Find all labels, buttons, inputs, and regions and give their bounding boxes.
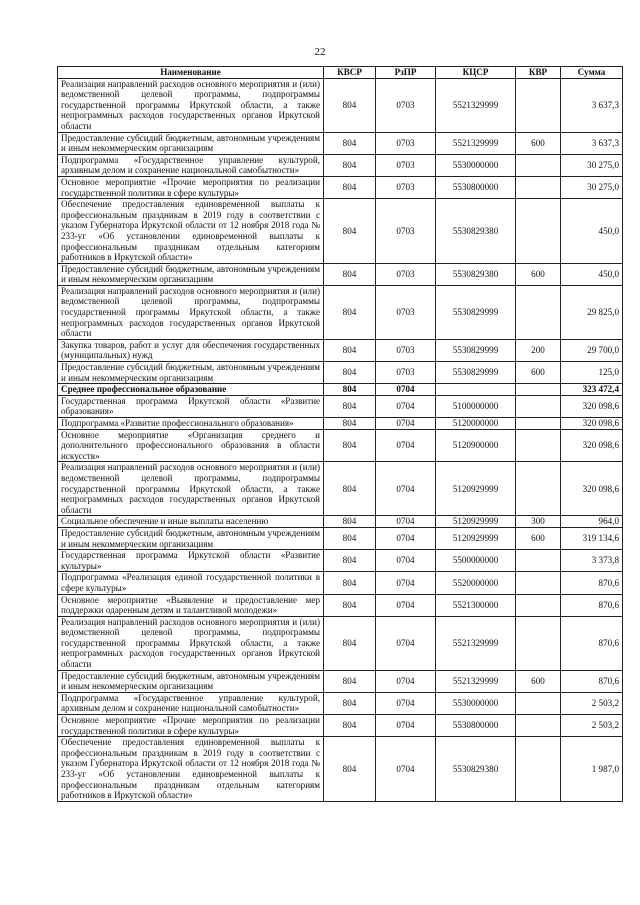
row-name: Предоставление субсидий бюджетным, автономным учреждениям и иным некоммерческим организациям [58, 132, 324, 154]
row-sum: 320 098,6 [561, 418, 623, 430]
row-name: Предоставление субсидий бюджетным, автономным учреждениям и иным некоммерческим организациям [58, 670, 324, 692]
row-rzpr: 0703 [376, 132, 436, 154]
row-sum: 125,0 [561, 362, 623, 384]
row-name: Государственная программа Иркутской области «Развитие культуры» [58, 550, 324, 572]
row-kcsr: 5521300000 [436, 594, 516, 616]
row-sum: 29 700,0 [561, 339, 623, 361]
row-kvr [516, 616, 561, 670]
row-sum: 870,6 [561, 670, 623, 692]
table-row [58, 616, 623, 670]
header-kcsr: КЦСР [436, 67, 516, 79]
row-kvsr: 804 [324, 572, 376, 594]
row-kvr [516, 395, 561, 417]
row-sum: 870,6 [561, 594, 623, 616]
row-name: Предоставление субсидий бюджетным, автономным учреждениям и иным некоммерческим организациям [58, 263, 324, 285]
table-row [58, 527, 623, 549]
row-kcsr: 5520000000 [436, 572, 516, 594]
row-rzpr: 0704 [376, 418, 436, 430]
row-kvr [516, 429, 561, 462]
row-kvr [516, 737, 561, 802]
table-row [58, 132, 623, 154]
row-sum: 450,0 [561, 263, 623, 285]
row-kcsr: 5120000000 [436, 418, 516, 430]
row-sum: 2 503,2 [561, 692, 623, 714]
row-name: Основное мероприятие «Прочие мероприятия по реализации государственной политики в сфере культуры» [58, 176, 324, 198]
row-kvr [516, 715, 561, 737]
table-row [58, 418, 623, 430]
table-row [58, 462, 623, 516]
row-kvsr: 804 [324, 594, 376, 616]
row-rzpr: 0704 [376, 429, 436, 462]
table-header-row [58, 67, 623, 79]
row-kcsr: 5120929999 [436, 462, 516, 516]
row-kcsr: 5120900000 [436, 429, 516, 462]
row-rzpr: 0703 [376, 199, 436, 264]
row-name: Предоставление субсидий бюджетным, автономным учреждениям и иным некоммерческим организациям [58, 362, 324, 384]
row-kvr [516, 572, 561, 594]
row-sum: 29 825,0 [561, 285, 623, 339]
row-sum: 964,0 [561, 516, 623, 528]
row-name: Подпрограмма «Государственное управление культурой, архивным делом и сохранение национальной самобытности» [58, 692, 324, 714]
row-kcsr: 5530829380 [436, 199, 516, 264]
row-kvr [516, 462, 561, 516]
row-kcsr: 5500000000 [436, 550, 516, 572]
row-name: Реализация направлений расходов основного мероприятия и (или) ведомственной целевой программы, подпрограммы государственной программы Иркутской области, а также непрограммных расходов государственных органов Иркутской области [58, 462, 324, 516]
row-name: Предоставление субсидий бюджетным, автономным учреждениям и иным некоммерческим организациям [58, 527, 324, 549]
row-kcsr: 5530829999 [436, 362, 516, 384]
row-kcsr: 5530829380 [436, 263, 516, 285]
row-sum: 319 134,6 [561, 527, 623, 549]
row-name: Основное мероприятие «Прочие мероприятия по реализации государственной политики в сфере культуры» [58, 715, 324, 737]
row-kvr [516, 78, 561, 132]
row-kvr: 600 [516, 263, 561, 285]
row-rzpr: 0703 [376, 362, 436, 384]
row-kcsr: 5530800000 [436, 176, 516, 198]
row-rzpr: 0704 [376, 616, 436, 670]
row-sum: 320 098,6 [561, 462, 623, 516]
row-name: Обеспечение предоставления единовременной выплаты к профессиональным праздникам в 2019 году в соответствии с указом Губернатора Иркутской области от 12 ноября 2018 года № 233-уг «Об установлении единовременной выплаты к профессиональным праздникам отдельным категориям работников в Иркутской области» [58, 199, 324, 264]
row-kvsr: 804 [324, 462, 376, 516]
row-rzpr: 0704 [376, 715, 436, 737]
row-kvsr: 804 [324, 199, 376, 264]
row-kvsr: 804 [324, 550, 376, 572]
row-kcsr: 5521329999 [436, 616, 516, 670]
table-row [58, 384, 623, 396]
row-kvsr: 804 [324, 516, 376, 528]
row-rzpr: 0704 [376, 737, 436, 802]
row-name: Реализация направлений расходов основного мероприятия и (или) ведомственной целевой программы, подпрограммы государственной программы Иркутской области, а также непрограммных расходов государственных органов Иркутской области [58, 285, 324, 339]
row-kvsr: 804 [324, 527, 376, 549]
row-name: Закупка товаров, работ и услуг для обеспечения государственных (муниципальных) нужд [58, 339, 324, 361]
row-sum: 30 275,0 [561, 154, 623, 176]
row-kvr: 600 [516, 670, 561, 692]
row-kvsr: 804 [324, 154, 376, 176]
table-row [58, 737, 623, 802]
row-kcsr: 5521329999 [436, 132, 516, 154]
row-rzpr: 0704 [376, 395, 436, 417]
table-row [58, 395, 623, 417]
row-kvr [516, 594, 561, 616]
row-name: Реализация направлений расходов основного мероприятия и (или) ведомственной целевой программы, подпрограммы государственной программы Иркутской области, а также непрограммных расходов государственных органов Иркутской области [58, 616, 324, 670]
row-kvsr: 804 [324, 715, 376, 737]
row-kvsr: 804 [324, 395, 376, 417]
row-kvsr: 804 [324, 429, 376, 462]
page-number: 22 [314, 46, 326, 58]
row-sum: 870,6 [561, 616, 623, 670]
row-kvsr: 804 [324, 418, 376, 430]
row-rzpr: 0704 [376, 516, 436, 528]
header-sum: Сумма [561, 67, 623, 79]
row-rzpr: 0703 [376, 339, 436, 361]
row-kvr [516, 199, 561, 264]
row-rzpr: 0703 [376, 263, 436, 285]
table-row [58, 670, 623, 692]
row-sum: 323 472,4 [561, 384, 623, 396]
row-kvsr: 804 [324, 384, 376, 396]
row-sum: 3 637,3 [561, 78, 623, 132]
row-name: Подпрограмма «Государственное управление культурой, архивным делом и сохранение национальной самобытности» [58, 154, 324, 176]
row-kvsr: 804 [324, 670, 376, 692]
row-rzpr: 0704 [376, 550, 436, 572]
row-kvsr: 804 [324, 737, 376, 802]
row-rzpr: 0703 [376, 176, 436, 198]
row-rzpr: 0704 [376, 527, 436, 549]
row-rzpr: 0703 [376, 285, 436, 339]
row-name: Основное мероприятие «Организация среднего и дополнительного профессионального образования в области искусств» [58, 429, 324, 462]
row-kvr: 600 [516, 132, 561, 154]
budget-table [57, 66, 623, 802]
row-rzpr: 0704 [376, 572, 436, 594]
row-kcsr: 5521329999 [436, 78, 516, 132]
row-kvr: 200 [516, 339, 561, 361]
row-rzpr: 0704 [376, 692, 436, 714]
row-name: Основное мероприятие «Выявление и предоставление мер поддержки одаренным детям и талантливой молодежи» [58, 594, 324, 616]
row-sum: 3 373,8 [561, 550, 623, 572]
table-row [58, 516, 623, 528]
row-kvsr: 804 [324, 132, 376, 154]
row-name: Обеспечение предоставления единовременной выплаты к профессиональным праздникам в 2019 году в соответствии с указом Губернатора Иркутской области от 12 ноября 2018 года № 233-уг «Об установлении единовременной выплаты к профессиональным праздникам отдельным категориям работников в Иркутской области» [58, 737, 324, 802]
row-kvr [516, 692, 561, 714]
row-kvsr: 804 [324, 362, 376, 384]
row-kvr: 300 [516, 516, 561, 528]
row-name: Среднее профессиональное образование [58, 384, 324, 396]
row-name: Государственная программа Иркутской области «Развитие образования» [58, 395, 324, 417]
row-sum: 2 503,2 [561, 715, 623, 737]
row-name: Социальное обеспечение и иные выплаты населению [58, 516, 324, 528]
table-row [58, 78, 623, 132]
table-row [58, 263, 623, 285]
row-kvr [516, 384, 561, 396]
row-kcsr: 5530000000 [436, 154, 516, 176]
table-row [58, 285, 623, 339]
row-rzpr: 0703 [376, 154, 436, 176]
row-sum: 3 637,3 [561, 132, 623, 154]
row-sum: 870,6 [561, 572, 623, 594]
row-kvr [516, 176, 561, 198]
row-kcsr: 5530829380 [436, 737, 516, 802]
table-row [58, 550, 623, 572]
row-kvsr: 804 [324, 78, 376, 132]
row-kcsr: 5120929999 [436, 516, 516, 528]
row-rzpr: 0703 [376, 78, 436, 132]
row-name: Подпрограмма «Реализация единой государственной политики в сфере культуры» [58, 572, 324, 594]
row-sum: 1 987,0 [561, 737, 623, 802]
row-sum: 320 098,6 [561, 429, 623, 462]
header-kvr: КВР [516, 67, 561, 79]
row-kvsr: 804 [324, 616, 376, 670]
table-row [58, 362, 623, 384]
row-name: Подпрограмма «Развитие профессионального образования» [58, 418, 324, 430]
row-kvsr: 804 [324, 263, 376, 285]
row-kvr [516, 285, 561, 339]
row-kcsr: 5100000000 [436, 395, 516, 417]
row-name: Реализация направлений расходов основного мероприятия и (или) ведомственной целевой программы, подпрограммы государственной программы Иркутской области, а также непрограммных расходов государственных органов Иркутской области [58, 78, 324, 132]
table-row [58, 199, 623, 264]
table-row [58, 572, 623, 594]
row-sum: 320 098,6 [561, 395, 623, 417]
header-name: Наименование [58, 67, 324, 79]
row-sum: 30 275,0 [561, 176, 623, 198]
table-row [58, 429, 623, 462]
row-kvr: 600 [516, 527, 561, 549]
row-rzpr: 0704 [376, 594, 436, 616]
table-row [58, 339, 623, 361]
table-row [58, 692, 623, 714]
row-sum: 450,0 [561, 199, 623, 264]
row-rzpr: 0704 [376, 384, 436, 396]
table-body [58, 78, 623, 801]
row-kcsr: 5521329999 [436, 670, 516, 692]
row-kcsr: 5530829999 [436, 285, 516, 339]
row-kvr [516, 418, 561, 430]
row-kvr: 600 [516, 362, 561, 384]
row-kcsr: 5530800000 [436, 715, 516, 737]
table-row [58, 715, 623, 737]
row-kcsr [436, 384, 516, 396]
table-row [58, 154, 623, 176]
header-rzpr: РзПР [376, 67, 436, 79]
row-kvsr: 804 [324, 176, 376, 198]
row-kcsr: 5120929999 [436, 527, 516, 549]
row-kvsr: 804 [324, 692, 376, 714]
row-kcsr: 5530829999 [436, 339, 516, 361]
row-kvr [516, 550, 561, 572]
row-rzpr: 0704 [376, 670, 436, 692]
header-kvsr: КВСР [324, 67, 376, 79]
row-kcsr: 5530000000 [436, 692, 516, 714]
table-row [58, 176, 623, 198]
table-row [58, 594, 623, 616]
row-rzpr: 0704 [376, 462, 436, 516]
row-kvr [516, 154, 561, 176]
row-kvsr: 804 [324, 285, 376, 339]
row-kvsr: 804 [324, 339, 376, 361]
